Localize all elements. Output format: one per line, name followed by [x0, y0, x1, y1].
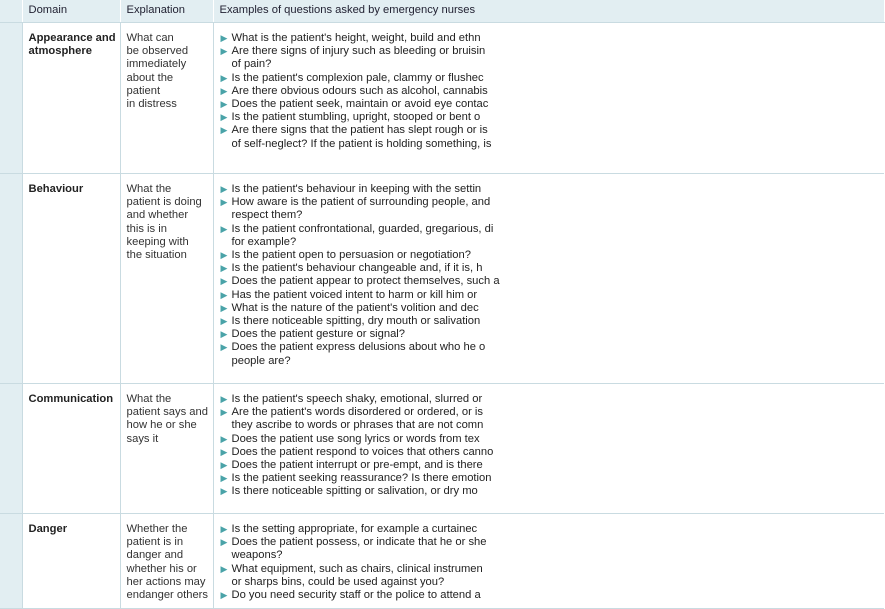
question-text: Is the patient confrontational, guarded, gregarious, di for example?	[231, 222, 494, 248]
question-text: Is the setting appropriate, for example a curtainec	[231, 523, 478, 535]
list-item	[220, 446, 879, 459]
arrow-bullet-icon: ▶	[220, 563, 228, 574]
arrow-bullet-icon: ▶	[220, 289, 228, 300]
questions-list	[220, 183, 879, 368]
question-text: Is there noticeable spitting or salivation, or dry mo	[231, 485, 478, 498]
row-letter	[0, 23, 22, 174]
list-item	[220, 328, 879, 341]
list-item	[220, 289, 879, 302]
question-text: Are there signs of injury such as bleeding or bruisin of pain?	[231, 45, 486, 71]
list-item	[220, 472, 879, 485]
table-row	[0, 384, 884, 514]
question-text: Do you need security staff or the police to attend a	[231, 589, 481, 602]
arrow-bullet-icon: ▶	[220, 276, 228, 287]
list-item	[220, 393, 879, 406]
question-text: Are there obvious odours such as alcohol, cannabis	[231, 84, 488, 97]
arrow-bullet-icon: ▶	[220, 316, 228, 327]
questions-list	[220, 523, 879, 602]
arrow-bullet-icon: ▶	[220, 460, 228, 471]
list-item	[220, 45, 879, 71]
list-item	[220, 459, 879, 472]
arrow-bullet-icon: ▶	[220, 433, 228, 444]
question-text: What is the patient's height, weight, build and ethn	[231, 32, 481, 44]
question-text: What is the nature of the patient's volition and dec	[231, 301, 479, 314]
arrow-bullet-icon: ▶	[220, 394, 228, 404]
domain-cell: Appearance and atmosphere	[22, 23, 120, 174]
question-text: Is the patient's complexion pale, clammy or flushec	[231, 71, 484, 84]
arrow-bullet-icon: ▶	[220, 46, 228, 57]
question-text: Does the patient use song lyrics or words from tex	[231, 432, 480, 445]
question-text: Does the patient respond to voices that others canno	[231, 445, 494, 458]
list-item	[220, 85, 879, 98]
question-text: Is the patient's speech shaky, emotional, slurred or	[231, 393, 483, 405]
arrow-bullet-icon: ▶	[220, 125, 228, 136]
arrow-bullet-icon: ▶	[220, 263, 228, 274]
list-item	[220, 589, 879, 602]
list-item	[220, 315, 879, 328]
domain-cell: Behaviour	[22, 174, 120, 384]
list-item	[220, 183, 879, 196]
arrow-bullet-icon: ▶	[220, 407, 228, 418]
arrow-bullet-icon: ▶	[220, 590, 228, 601]
arrow-bullet-icon: ▶	[220, 524, 228, 534]
arrow-bullet-icon: ▶	[220, 446, 228, 457]
question-text: Does the patient interrupt or pre-empt, and is there	[231, 459, 483, 472]
question-text: Are there signs that the patient has slept rough or is of self-neglect? If the patient is holding something, is	[231, 124, 492, 150]
question-text: Does the patient possess, or indicate that he or she weapons?	[231, 536, 487, 562]
list-item	[220, 111, 879, 124]
arrow-bullet-icon: ▶	[220, 33, 228, 43]
arrow-bullet-icon: ▶	[220, 112, 228, 123]
questions-cell	[213, 23, 884, 174]
arrow-bullet-icon: ▶	[220, 197, 228, 208]
question-text: Does the patient express delusions about who he o people are?	[231, 341, 486, 367]
list-item	[220, 563, 879, 589]
arrow-bullet-icon: ▶	[220, 85, 228, 96]
list-item	[220, 98, 879, 111]
list-item	[220, 223, 879, 249]
list-item	[220, 124, 879, 150]
arrow-bullet-icon: ▶	[220, 329, 228, 340]
table-row	[0, 514, 884, 609]
question-text: How aware is the patient of surrounding people, and respect them?	[231, 196, 491, 222]
question-text: Is the patient seeking reassurance? Is there emotion	[231, 472, 492, 485]
questions-cell	[213, 384, 884, 514]
list-item	[220, 523, 879, 536]
row-letter	[0, 384, 22, 514]
list-item	[220, 275, 879, 288]
questions-cell	[213, 514, 884, 609]
list-item	[220, 433, 879, 446]
domain-cell: Danger	[22, 514, 120, 609]
list-item	[220, 262, 879, 275]
arrow-bullet-icon: ▶	[220, 184, 228, 194]
list-item	[220, 249, 879, 262]
arrow-bullet-icon: ▶	[220, 473, 228, 484]
question-text: Has the patient voiced intent to harm or kill him or	[231, 288, 478, 301]
question-text: Does the patient seek, maintain or avoid eye contac	[231, 98, 489, 111]
explanation-cell: What the patient is doing and whether this is in keeping with the situation	[120, 174, 213, 384]
list-item	[220, 196, 879, 222]
table-row	[0, 23, 884, 174]
header-row	[0, 0, 884, 23]
arrow-bullet-icon: ▶	[220, 302, 228, 313]
arrow-bullet-icon: ▶	[220, 486, 228, 497]
arrow-bullet-icon: ▶	[220, 72, 228, 83]
explanation-cell: Whether the patient is in danger and whether his or her actions may endanger others	[120, 514, 213, 609]
question-text: Is the patient open to persuasion or negotiation?	[231, 249, 471, 262]
questions-cell	[213, 174, 884, 384]
list-item	[220, 72, 879, 85]
questions-list	[220, 32, 879, 151]
question-text: Is the patient's behaviour changeable and, if it is, h	[231, 262, 483, 275]
arrow-bullet-icon: ▶	[220, 99, 228, 110]
question-text: Does the patient gesture or signal?	[231, 328, 406, 341]
domain-cell: Communication	[22, 384, 120, 514]
list-item	[220, 341, 879, 367]
question-text: Are the patient's words disordered or ordered, or is they ascribe to words or phrases that are not comn	[231, 406, 484, 432]
arrow-bullet-icon: ▶	[220, 223, 228, 234]
explanation-cell: What can be observed immediately about the patient in distress	[120, 23, 213, 174]
list-item	[220, 406, 879, 432]
questions-list	[220, 393, 879, 499]
letter-header	[0, 0, 22, 23]
examples-header: Examples of questions asked by emergency nurses	[213, 0, 884, 23]
domain-header: Domain	[22, 0, 120, 23]
row-letter	[0, 514, 22, 609]
table-row	[0, 174, 884, 384]
list-item	[220, 485, 879, 498]
arrow-bullet-icon: ▶	[220, 342, 228, 353]
question-text: Does the patient appear to protect themselves, such a	[231, 275, 500, 288]
question-text: Is the patient's behaviour in keeping with the settin	[231, 183, 482, 195]
arrow-bullet-icon: ▶	[220, 250, 228, 261]
row-letter	[0, 174, 22, 384]
arrow-bullet-icon: ▶	[220, 537, 228, 548]
explanation-cell: What the patient says and how he or she says it	[120, 384, 213, 514]
list-item	[220, 536, 879, 562]
list-item	[220, 32, 879, 45]
list-item	[220, 302, 879, 315]
question-text: Is there noticeable spitting, dry mouth or salivation	[231, 315, 481, 328]
explanation-header: Explanation	[120, 0, 213, 23]
question-text: What equipment, such as chairs, clinical instrumen or sharps bins, could be used against you?	[231, 562, 483, 588]
question-text: Is the patient stumbling, upright, stooped or bent o	[231, 111, 481, 124]
